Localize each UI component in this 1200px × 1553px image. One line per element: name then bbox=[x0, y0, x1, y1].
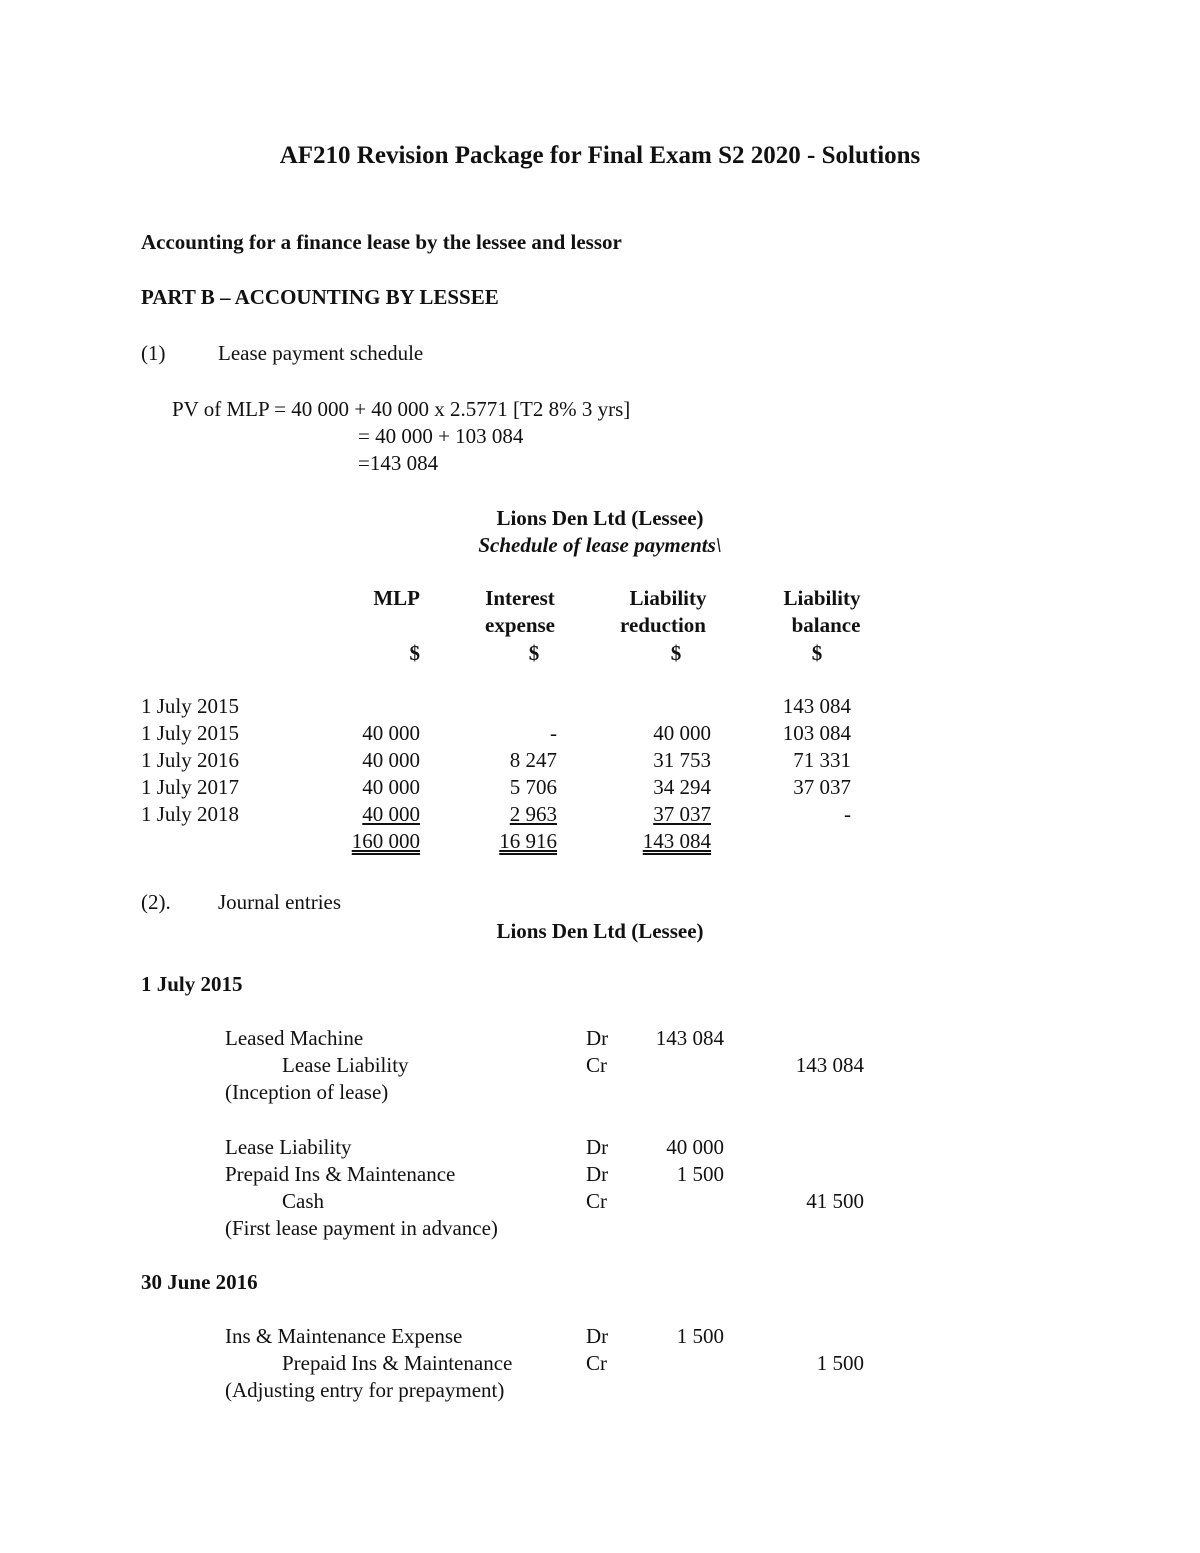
header-reduction: Liability bbox=[629, 586, 707, 610]
journal-account: Cash bbox=[282, 1189, 324, 1213]
header-balance-2: balance bbox=[791, 613, 861, 637]
schedule-caption: Schedule of lease payments\ bbox=[478, 533, 722, 557]
row-mlp: 40 000 bbox=[362, 802, 420, 826]
journal-credit: 143 084 bbox=[795, 1053, 864, 1077]
journal-drcr: Cr bbox=[586, 1351, 607, 1375]
journal-drcr: Dr bbox=[586, 1324, 609, 1348]
journal-account: Ins & Maintenance Expense bbox=[225, 1324, 463, 1348]
journal-credit: 1 500 bbox=[816, 1351, 864, 1375]
section2-number: (2). bbox=[141, 890, 171, 914]
section2-heading: Journal entries bbox=[218, 890, 342, 914]
journal-narration: (First lease payment in advance) bbox=[225, 1216, 498, 1240]
journal-date: 30 June 2016 bbox=[141, 1270, 258, 1294]
section1-number: (1) bbox=[141, 341, 166, 365]
journal-debit: 1 500 bbox=[676, 1324, 724, 1348]
part-heading: PART B – ACCOUNTING BY LESSEE bbox=[141, 285, 499, 309]
header-reduction-2: reduction bbox=[620, 613, 706, 637]
row-mlp: 40 000 bbox=[362, 721, 420, 745]
journal-debit: 40 000 bbox=[666, 1135, 724, 1159]
journal-drcr: Dr bbox=[586, 1135, 609, 1159]
pv-line: = 40 000 + 103 084 bbox=[358, 424, 524, 448]
journal-account: Prepaid Ins & Maintenance bbox=[282, 1351, 513, 1375]
section1-heading: Lease payment schedule bbox=[218, 341, 424, 365]
row-date: 1 July 2015 bbox=[141, 721, 240, 745]
journal-account: Prepaid Ins & Maintenance bbox=[225, 1162, 456, 1186]
document-title: AF210 Revision Package for Final Exam S2 2020 - Solutions bbox=[279, 142, 921, 169]
row-interest: 2 963 bbox=[509, 802, 557, 826]
journal-debit: 143 084 bbox=[655, 1026, 724, 1050]
row-balance: 37 037 bbox=[793, 775, 851, 799]
row-date: 1 July 2018 bbox=[141, 802, 240, 826]
row-reduction: 37 037 bbox=[653, 802, 711, 826]
row-interest: 5 706 bbox=[509, 775, 557, 799]
journal-account: Leased Machine bbox=[225, 1026, 364, 1050]
journal-drcr: Cr bbox=[586, 1189, 607, 1213]
row-balance: 143 084 bbox=[782, 694, 851, 718]
header-interest: Interest bbox=[485, 586, 555, 610]
header-mlp: MLP bbox=[373, 586, 420, 610]
total-mlp: 160 000 bbox=[351, 829, 420, 853]
section-subtitle: Accounting for a finance lease by the lessee and lessor bbox=[141, 230, 622, 254]
journal-drcr: Cr bbox=[586, 1053, 607, 1077]
row-reduction: 34 294 bbox=[653, 775, 711, 799]
header-interest-2: expense bbox=[485, 613, 555, 637]
journal-account: Lease Liability bbox=[282, 1053, 409, 1077]
total-reduction: 143 084 bbox=[642, 829, 711, 853]
journal-drcr: Dr bbox=[586, 1162, 609, 1186]
schedule-entity: Lions Den Ltd (Lessee) bbox=[496, 506, 704, 530]
row-balance: 103 084 bbox=[782, 721, 851, 745]
row-date: 1 July 2016 bbox=[141, 748, 240, 772]
row-interest: 8 247 bbox=[509, 748, 557, 772]
header-reduction-unit: $ bbox=[670, 641, 682, 665]
journal-narration: (Adjusting entry for prepayment) bbox=[225, 1378, 505, 1402]
header-balance-unit: $ bbox=[811, 641, 823, 665]
journal-credit: 41 500 bbox=[806, 1189, 864, 1213]
header-mlp-unit: $ bbox=[409, 641, 420, 665]
row-date: 1 July 2015 bbox=[141, 694, 240, 718]
journal-debit: 1 500 bbox=[676, 1162, 724, 1186]
row-reduction: 40 000 bbox=[653, 721, 711, 745]
total-interest: 16 916 bbox=[499, 829, 557, 853]
header-balance: Liability bbox=[783, 586, 861, 610]
row-balance: - bbox=[844, 802, 851, 826]
row-date: 1 July 2017 bbox=[141, 775, 240, 799]
journal-drcr: Dr bbox=[586, 1026, 609, 1050]
row-balance: 71 331 bbox=[793, 748, 851, 772]
row-mlp: 40 000 bbox=[362, 775, 420, 799]
pv-line: =143 084 bbox=[358, 451, 439, 475]
pv-line: PV of MLP = 40 000 + 40 000 x 2.5771 [T2 8% 3 yrs] bbox=[172, 397, 631, 421]
journal-entity: Lions Den Ltd (Lessee) bbox=[496, 919, 704, 943]
header-interest-unit: $ bbox=[528, 641, 540, 665]
journal-narration: (Inception of lease) bbox=[225, 1080, 389, 1104]
journal-date: 1 July 2015 bbox=[141, 972, 243, 996]
row-reduction: 31 753 bbox=[653, 748, 711, 772]
journal-account: Lease Liability bbox=[225, 1135, 352, 1159]
row-mlp: 40 000 bbox=[362, 748, 420, 772]
row-interest: - bbox=[550, 721, 557, 745]
